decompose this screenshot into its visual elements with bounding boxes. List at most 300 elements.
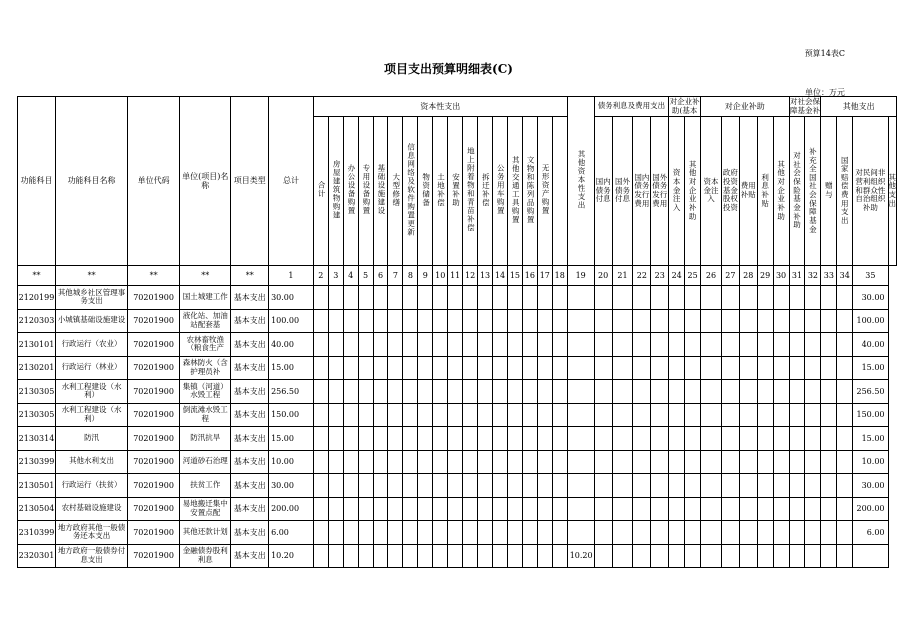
capital-cell (343, 380, 358, 404)
social-cell (789, 286, 805, 310)
social-cell (773, 544, 789, 568)
cap-col-11: 地上附着物和青苗补偿 (463, 117, 478, 266)
other-cell (805, 450, 821, 474)
capital-cell (328, 286, 343, 310)
debt-cell (594, 521, 612, 545)
ent-capital-cell (651, 309, 669, 333)
header-unit-code: 单位代码 (128, 97, 180, 266)
capital-cell (373, 403, 388, 427)
capital-cell (343, 309, 358, 333)
ent-subsidy-cell (721, 356, 739, 380)
social-cell (789, 544, 805, 568)
index-cell: 15 (507, 266, 522, 286)
domestic-interest-cell (567, 474, 594, 498)
capital-cell (418, 356, 433, 380)
capital-cell (328, 497, 343, 521)
capital-cell (403, 474, 418, 498)
capital-cell (418, 521, 433, 545)
other-cell (821, 427, 837, 451)
other-cell (805, 544, 821, 568)
table-row (18, 450, 897, 474)
capital-cell (418, 380, 433, 404)
ent-subsidy-cell (739, 521, 757, 545)
ent-subsidy-cell (721, 544, 739, 568)
capital-cell (507, 286, 522, 310)
capital-cell (552, 474, 567, 498)
ents-col-1: 资本金注入 (701, 117, 722, 266)
capital-cell (313, 450, 328, 474)
capital-cell (493, 356, 508, 380)
capital-cell (388, 286, 403, 310)
capital-cell (433, 427, 448, 451)
capital-cell (537, 356, 552, 380)
capital-cell (463, 333, 478, 357)
capital-cell (478, 380, 493, 404)
capital-cell (522, 356, 537, 380)
debt-cell (633, 474, 651, 498)
table-row (18, 380, 897, 404)
capital-cell (552, 333, 567, 357)
total-cell: 30.00 (269, 474, 314, 498)
capital-cell (433, 521, 448, 545)
ent-subsidy-cell (685, 403, 701, 427)
capital-cell (537, 427, 552, 451)
capital-cell (418, 309, 433, 333)
capital-cell (507, 403, 522, 427)
index-cell: 1 (269, 266, 314, 286)
debt-cell (612, 427, 633, 451)
capital-cell (358, 497, 373, 521)
debt-cell (633, 286, 651, 310)
ent-subsidy-cell (721, 286, 739, 310)
ent-subsidy-cell (685, 309, 701, 333)
capital-cell (463, 427, 478, 451)
unit-code-cell: 70201900 (128, 450, 180, 474)
index-cell: 14 (493, 266, 508, 286)
social-cell (773, 521, 789, 545)
debt-cell (612, 356, 633, 380)
ent-subsidy-cell (685, 497, 701, 521)
ent-subsidy-cell (757, 427, 773, 451)
capital-cell (478, 427, 493, 451)
unit-name-cell: 农林畜牧渔（粮食生产 (180, 333, 231, 357)
capital-cell (373, 521, 388, 545)
unit-code-cell: 70201900 (128, 333, 180, 357)
debt-cell (612, 474, 633, 498)
project-type-cell: 基本支出 (231, 286, 269, 310)
capital-cell (493, 521, 508, 545)
func-name-cell: 农村基础设施建设 (55, 497, 127, 521)
func-name-cell: 地方政府其他一般债务还本支出 (55, 521, 127, 545)
debt-cell (612, 497, 633, 521)
table-row (18, 333, 897, 357)
social-cell (773, 427, 789, 451)
other-cell (805, 356, 821, 380)
index-cell: ** (55, 266, 127, 286)
func-name-cell: 小城镇基础设施建设 (55, 309, 127, 333)
capital-cell (403, 356, 418, 380)
capital-cell (463, 380, 478, 404)
other-expense-cell: 30.00 (853, 474, 888, 498)
capital-cell (507, 450, 522, 474)
cap-col-15: 文物和陈列品购置 (522, 117, 537, 266)
capital-cell (478, 521, 493, 545)
ent-subsidy-cell (721, 309, 739, 333)
debt-cell (612, 403, 633, 427)
capital-cell (448, 356, 463, 380)
ent-subsidy-cell (685, 544, 701, 568)
entc-col-2: 其他对企业补助 (685, 117, 701, 266)
capital-cell (433, 403, 448, 427)
ent-subsidy-cell (701, 474, 722, 498)
capital-cell (552, 544, 567, 568)
unit-name-cell: 易地搬迁集中安置点配 (180, 497, 231, 521)
debt-cell (633, 309, 651, 333)
capital-cell (478, 403, 493, 427)
capital-cell (552, 521, 567, 545)
cap-col-13: 公务用车购置 (493, 117, 508, 266)
unit-name-cell: 其他还款计划 (180, 521, 231, 545)
capital-cell (448, 403, 463, 427)
other-cell (837, 380, 853, 404)
capital-cell (358, 521, 373, 545)
func-name-cell: 行政运行（农业） (55, 333, 127, 357)
unit-code-cell: 70201900 (128, 427, 180, 451)
capital-cell (403, 521, 418, 545)
capital-cell (552, 286, 567, 310)
other-expense-cell: 200.00 (853, 497, 888, 521)
soc-col-1: 对社会保险基金补助 (789, 117, 805, 266)
capital-cell (493, 333, 508, 357)
capital-cell (343, 427, 358, 451)
capital-cell (358, 544, 373, 568)
capital-cell (507, 474, 522, 498)
capital-cell (373, 474, 388, 498)
oth-col-1: 赠与 (821, 117, 837, 266)
capital-cell (313, 427, 328, 451)
index-cell: ** (128, 266, 180, 286)
capital-cell (388, 427, 403, 451)
header-func-name: 功能科目名称 (55, 97, 127, 266)
func-code-cell: 2130314 (18, 427, 56, 451)
capital-cell (373, 427, 388, 451)
capital-cell (522, 474, 537, 498)
cap-col-6: 大型修缮 (388, 117, 403, 266)
capital-cell (388, 521, 403, 545)
capital-cell (507, 380, 522, 404)
ent-subsidy-cell (701, 403, 722, 427)
ent-subsidy-cell (701, 309, 722, 333)
total-cell: 6.00 (269, 521, 314, 545)
capital-cell (507, 497, 522, 521)
cap-col-blank (552, 117, 567, 266)
capital-cell (433, 544, 448, 568)
capital-cell (418, 333, 433, 357)
capital-cell (507, 333, 522, 357)
capital-cell (433, 286, 448, 310)
social-cell (789, 497, 805, 521)
social-cell (789, 474, 805, 498)
cap-col-2: 房屋建筑物购建 (328, 117, 343, 266)
other-cell (837, 356, 853, 380)
ent-subsidy-cell (701, 521, 722, 545)
cap-col-8: 物资储备 (418, 117, 433, 266)
capital-cell (463, 403, 478, 427)
unit-code-cell: 70201900 (128, 521, 180, 545)
domestic-interest-cell (567, 356, 594, 380)
index-row (18, 266, 897, 286)
other-cell (805, 403, 821, 427)
other-cell (805, 333, 821, 357)
unit-name-cell: 防汛抗旱 (180, 427, 231, 451)
ent-capital-cell (669, 427, 685, 451)
table-row (18, 544, 897, 568)
capital-cell (522, 380, 537, 404)
capital-cell (403, 309, 418, 333)
capital-cell (522, 544, 537, 568)
capital-cell (507, 544, 522, 568)
ent-subsidy-cell (721, 427, 739, 451)
index-cell: 16 (522, 266, 537, 286)
capital-cell (463, 474, 478, 498)
capital-cell (418, 403, 433, 427)
other-cell (805, 474, 821, 498)
capital-cell (448, 497, 463, 521)
ent-subsidy-cell (757, 356, 773, 380)
capital-cell (448, 309, 463, 333)
ent-subsidy-cell (739, 286, 757, 310)
other-expense-cell: 256.50 (853, 380, 888, 404)
capital-cell (358, 356, 373, 380)
capital-cell (328, 521, 343, 545)
capital-cell (358, 474, 373, 498)
capital-cell (448, 286, 463, 310)
debt-cell (594, 497, 612, 521)
capital-cell (433, 450, 448, 474)
cap-col-10: 安置补助 (448, 117, 463, 266)
domestic-interest-cell: 10.20 (567, 544, 594, 568)
ent-subsidy-cell (721, 450, 739, 474)
ent-subsidy-cell (685, 474, 701, 498)
other-expense-cell (853, 544, 888, 568)
index-cell: 8 (403, 266, 418, 286)
debt-cell (594, 309, 612, 333)
social-cell (789, 427, 805, 451)
unit-name-cell: 倒流滩水毁工程 (180, 403, 231, 427)
project-type-cell: 基本支出 (231, 474, 269, 498)
debt-cell (612, 450, 633, 474)
social-cell (773, 380, 789, 404)
table-row (18, 286, 897, 310)
capital-cell (388, 450, 403, 474)
other-cell (805, 427, 821, 451)
capital-cell (537, 474, 552, 498)
unit-code-cell: 70201900 (128, 309, 180, 333)
debt-cell (594, 403, 612, 427)
ent-subsidy-cell (757, 474, 773, 498)
func-code-cell: 2120199 (18, 286, 56, 310)
capital-cell (433, 356, 448, 380)
debt-cell (594, 380, 612, 404)
func-code-cell: 2310399 (18, 521, 56, 545)
cap-col-4: 专用设备购置 (358, 117, 373, 266)
table-row (18, 474, 897, 498)
index-cell: 31 (789, 266, 805, 286)
project-type-cell: 基本支出 (231, 427, 269, 451)
ent-capital-cell (669, 450, 685, 474)
capital-cell (313, 521, 328, 545)
header-social: 对社会保障基金补 (789, 96, 820, 115)
capital-cell (522, 427, 537, 451)
other-expense-cell: 150.00 (853, 403, 888, 427)
ent-subsidy-cell (701, 356, 722, 380)
func-name-cell: 其他城乡社区管理事务支出 (55, 286, 127, 310)
index-cell: 30 (773, 266, 789, 286)
func-code-cell: 2130305 (18, 403, 56, 427)
capital-cell (388, 356, 403, 380)
capital-cell (328, 309, 343, 333)
ent-capital-cell (669, 380, 685, 404)
form-number: 预算14表C (804, 49, 845, 58)
ent-capital-cell (651, 427, 669, 451)
unit-label: 单位：万元 (805, 88, 845, 97)
capital-cell (478, 450, 493, 474)
capital-cell (388, 474, 403, 498)
total-cell: 200.00 (269, 497, 314, 521)
social-cell (789, 380, 805, 404)
capital-cell (433, 497, 448, 521)
unit-code-cell: 70201900 (128, 380, 180, 404)
ent-subsidy-cell (757, 521, 773, 545)
ent-capital-cell (669, 544, 685, 568)
capital-cell (493, 427, 508, 451)
domestic-interest-cell (567, 309, 594, 333)
total-cell: 100.00 (269, 309, 314, 333)
domestic-interest-cell (567, 521, 594, 545)
index-cell: 10 (433, 266, 448, 286)
capital-cell (373, 380, 388, 404)
index-cell: ** (231, 266, 269, 286)
other-expense-cell: 6.00 (853, 521, 888, 545)
capital-cell (403, 427, 418, 451)
capital-cell (343, 286, 358, 310)
ent-subsidy-cell (757, 380, 773, 404)
other-cell (837, 333, 853, 357)
capital-cell (313, 403, 328, 427)
index-cell: 3 (328, 266, 343, 286)
func-code-cell: 2130399 (18, 450, 56, 474)
social-cell (789, 521, 805, 545)
capital-cell (448, 474, 463, 498)
capital-cell (373, 286, 388, 310)
capital-cell (373, 544, 388, 568)
index-cell: 20 (594, 266, 612, 286)
capital-cell (358, 380, 373, 404)
unit-code-cell: 70201900 (128, 544, 180, 568)
capital-cell (343, 450, 358, 474)
domestic-interest-cell (567, 380, 594, 404)
total-cell: 30.00 (269, 286, 314, 310)
project-type-cell: 基本支出 (231, 497, 269, 521)
index-cell: 11 (448, 266, 463, 286)
debt-cell (633, 450, 651, 474)
capital-cell (537, 380, 552, 404)
capital-cell (403, 450, 418, 474)
capital-cell (463, 497, 478, 521)
ent-capital-cell (651, 356, 669, 380)
capital-cell (388, 380, 403, 404)
capital-cell (403, 333, 418, 357)
capital-cell (358, 309, 373, 333)
capital-cell (493, 544, 508, 568)
capital-cell (522, 286, 537, 310)
debt-cell (594, 427, 612, 451)
other-expense-cell: 40.00 (853, 333, 888, 357)
ents-col-3: 费用补贴 (739, 117, 757, 266)
domestic-interest-cell (567, 403, 594, 427)
func-code-cell: 2130305 (18, 380, 56, 404)
capital-cell (313, 497, 328, 521)
capital-cell (343, 333, 358, 357)
ent-capital-cell (651, 380, 669, 404)
ent-capital-cell (651, 544, 669, 568)
ent-capital-cell (651, 521, 669, 545)
other-cell (821, 309, 837, 333)
debt-cell (594, 450, 612, 474)
other-cell (837, 403, 853, 427)
cap-col-5: 基础设施建设 (373, 117, 388, 266)
capital-cell (343, 356, 358, 380)
unit-name-cell: 国土城建工作 (180, 286, 231, 310)
capital-cell (373, 497, 388, 521)
header-unit-name: 单位(项目)名称 (180, 97, 231, 266)
project-type-cell: 基本支出 (231, 309, 269, 333)
index-cell: 33 (821, 266, 837, 286)
social-cell (789, 333, 805, 357)
other-cell (837, 474, 853, 498)
other-cell (837, 427, 853, 451)
ent-capital-cell (669, 497, 685, 521)
debt-col-2: 国外债务付息 (612, 117, 633, 266)
capital-cell (493, 309, 508, 333)
other-cell (805, 521, 821, 545)
header-func-code: 功能科目 (18, 97, 56, 266)
header-ent-capital: 对企业补助(基本 (669, 96, 700, 115)
other-cell (837, 450, 853, 474)
unit-code-cell: 70201900 (128, 474, 180, 498)
ent-capital-cell (669, 286, 685, 310)
ent-subsidy-cell (739, 380, 757, 404)
func-name-cell: 其他水利支出 (55, 450, 127, 474)
capital-cell (433, 474, 448, 498)
unit-code-cell: 70201900 (128, 356, 180, 380)
capital-cell (522, 450, 537, 474)
capital-cell (418, 474, 433, 498)
other-cell (805, 380, 821, 404)
capital-cell (448, 450, 463, 474)
capital-cell (343, 497, 358, 521)
capital-cell (478, 309, 493, 333)
capital-cell (448, 427, 463, 451)
other-cell (821, 544, 837, 568)
budget-table (17, 96, 897, 568)
cap-col-7: 信息网络及软件购置更新 (403, 117, 418, 266)
domestic-interest-cell (567, 427, 594, 451)
ents-col-5: 其他对企业补助 (773, 117, 789, 266)
index-cell: 19 (567, 266, 594, 286)
social-cell (773, 497, 789, 521)
func-code-cell: 2130101 (18, 333, 56, 357)
